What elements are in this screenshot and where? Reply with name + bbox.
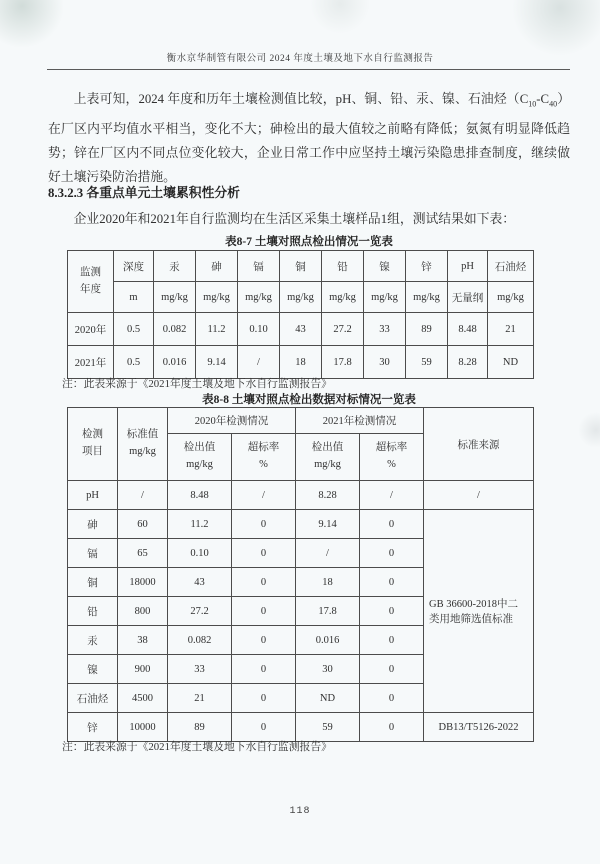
table-row <box>68 346 534 379</box>
source-cell-db: DB13/T5126-2022 <box>424 713 534 742</box>
source-cell: / <box>424 481 534 510</box>
data-cell: 89 <box>406 313 448 346</box>
table-row <box>68 313 534 346</box>
subscript: 10 <box>528 99 537 109</box>
col-header-cell: 镉 <box>238 251 280 282</box>
row-label-cell: 铜 <box>68 568 118 597</box>
subscript: 40 <box>549 99 558 109</box>
data-cell: 0 <box>360 539 424 568</box>
table-row <box>68 510 534 539</box>
data-cell: 21 <box>488 313 534 346</box>
data-cell: 38 <box>118 626 168 655</box>
data-cell: 0 <box>232 626 296 655</box>
data-cell: 0.016 <box>154 346 196 379</box>
data-cell: 8.28 <box>296 481 360 510</box>
data-cell: 0 <box>360 597 424 626</box>
data-cell: 4500 <box>118 684 168 713</box>
data-cell: 60 <box>118 510 168 539</box>
col-header-cell: pH <box>448 251 488 282</box>
data-cell: 0 <box>232 510 296 539</box>
row-label-cell: 2020年 <box>68 313 114 346</box>
data-cell: 11.2 <box>168 510 232 539</box>
data-cell: ND <box>296 684 360 713</box>
unit-cell: m <box>114 282 154 313</box>
group-header-2020: 2020年检测情况 <box>168 408 296 434</box>
data-cell: 9.14 <box>196 346 238 379</box>
unit-cell: 无量纲 <box>448 282 488 313</box>
paragraph-text: 企业2020年和2021年自行监测均在生活区采集土壤样品1组，测试结果如下表： <box>73 212 516 226</box>
data-cell: 17.8 <box>296 597 360 626</box>
row-label-cell: 镉 <box>68 539 118 568</box>
paragraph-text: -C <box>536 92 550 106</box>
col-header-cell: 镍 <box>364 251 406 282</box>
paragraph-text: 上表可知，2024 年度和历年土壤检测值比较，pH、铜、铅、汞、镍、石油烃（C <box>73 92 529 106</box>
data-cell: 0.5 <box>114 313 154 346</box>
data-cell: 27.2 <box>322 313 364 346</box>
section-heading: 8.3.2.3 各重点单元土壤累积性分析 <box>48 186 240 200</box>
data-cell: 21 <box>168 684 232 713</box>
data-cell: 43 <box>280 313 322 346</box>
data-cell: 18000 <box>118 568 168 597</box>
col-header-cell: 石油烃 <box>488 251 534 282</box>
data-cell: 0 <box>360 684 424 713</box>
standard-header-cell: 标准值 mg/kg <box>118 408 168 481</box>
data-cell: 0 <box>232 713 296 742</box>
row-label-cell: 石油烃 <box>68 684 118 713</box>
col-header-cell: 砷 <box>196 251 238 282</box>
row-label-cell: 2021年 <box>68 346 114 379</box>
unit-cell: mg/kg <box>364 282 406 313</box>
data-cell: 30 <box>296 655 360 684</box>
data-cell: 43 <box>168 568 232 597</box>
source-cell-gb: GB 36600-2018中二类用地筛选值标准 <box>424 510 534 713</box>
data-cell: 0 <box>360 510 424 539</box>
data-cell: 0 <box>232 568 296 597</box>
table-8-8 <box>67 407 534 742</box>
table-8-8-note: 注：此表来源于《2021年度土壤及地下水自行监测报告》 <box>62 741 332 753</box>
data-cell: 10000 <box>118 713 168 742</box>
data-cell: 0.082 <box>154 313 196 346</box>
data-cell: 17.8 <box>322 346 364 379</box>
data-cell: 0 <box>360 568 424 597</box>
col-header-cell: 深度 <box>114 251 154 282</box>
data-cell: 0.016 <box>296 626 360 655</box>
table-8-7 <box>67 250 534 379</box>
table-header-row <box>68 251 534 282</box>
data-cell: 0.5 <box>114 346 154 379</box>
unit-cell: mg/kg <box>280 282 322 313</box>
data-cell: 8.28 <box>448 346 488 379</box>
page-number: 118 <box>289 806 311 817</box>
data-cell: 33 <box>168 655 232 684</box>
data-cell: 18 <box>296 568 360 597</box>
data-cell: 0.10 <box>168 539 232 568</box>
report-header: 衡水京华制管有限公司 2024 年度土壤及地下水自行监测报告 <box>166 54 434 64</box>
data-cell: / <box>238 346 280 379</box>
data-cell: 0 <box>232 655 296 684</box>
data-cell: 27.2 <box>168 597 232 626</box>
table-row <box>68 481 534 510</box>
data-cell: 89 <box>168 713 232 742</box>
exceed-header-cell: 超标率 % <box>360 434 424 481</box>
row-label-cell: 镍 <box>68 655 118 684</box>
data-cell: 0 <box>360 713 424 742</box>
row-label-cell: 锌 <box>68 713 118 742</box>
table-unit-row <box>68 282 534 313</box>
unit-cell: mg/kg <box>406 282 448 313</box>
row-header-cell: 监测 年度 <box>68 251 114 313</box>
col-header-cell: 铜 <box>280 251 322 282</box>
detect-header-cell: 检出值 mg/kg <box>168 434 232 481</box>
data-cell: 30 <box>364 346 406 379</box>
paragraph-text: ）在厂区内平均值水平相当，变化不大；砷检出的最大值较之前略有降低；氨氮有明显降低趋势；锌在厂区内不同点位变化较大，企业日常工作中应坚持土壤污染隐患排查制度，继续做好土壤污染防治措施。 <box>48 92 571 184</box>
data-cell: 0.10 <box>238 313 280 346</box>
data-cell: 0 <box>360 655 424 684</box>
data-cell: 9.14 <box>296 510 360 539</box>
unit-cell: mg/kg <box>488 282 534 313</box>
unit-cell: mg/kg <box>322 282 364 313</box>
col-header-cell: 汞 <box>154 251 196 282</box>
table-row <box>68 713 534 742</box>
data-cell: / <box>296 539 360 568</box>
row-label-cell: 砷 <box>68 510 118 539</box>
data-cell: / <box>232 481 296 510</box>
table-8-8-title: 表8-8 土壤对照点检出数据对标情况一览表 <box>202 394 416 406</box>
data-cell: 8.48 <box>448 313 488 346</box>
data-cell: 0 <box>232 539 296 568</box>
table-header-row <box>68 408 534 434</box>
item-header-cell: 检测 项目 <box>68 408 118 481</box>
data-cell: 59 <box>406 346 448 379</box>
source-header-cell: 标准来源 <box>424 408 534 481</box>
table-8-7-note: 注：此表来源于《2021年度土壤及地下水自行监测报告》 <box>62 378 332 390</box>
col-header-cell: 锌 <box>406 251 448 282</box>
row-label-cell: 铅 <box>68 597 118 626</box>
col-header-cell: 铅 <box>322 251 364 282</box>
data-cell: 800 <box>118 597 168 626</box>
paragraph-overview <box>48 87 570 189</box>
data-cell: 18 <box>280 346 322 379</box>
data-cell: 11.2 <box>196 313 238 346</box>
unit-cell: mg/kg <box>154 282 196 313</box>
data-cell: 0 <box>232 684 296 713</box>
group-header-2021: 2021年检测情况 <box>296 408 424 434</box>
detect-header-cell: 检出值 mg/kg <box>296 434 360 481</box>
unit-cell: mg/kg <box>196 282 238 313</box>
header-rule <box>47 69 570 70</box>
row-label-cell: pH <box>68 481 118 510</box>
data-cell: 0 <box>360 626 424 655</box>
data-cell: 65 <box>118 539 168 568</box>
data-cell: 33 <box>364 313 406 346</box>
data-cell: 8.48 <box>168 481 232 510</box>
data-cell: 0 <box>232 597 296 626</box>
row-label-cell: 汞 <box>68 626 118 655</box>
paragraph-sampling <box>48 207 570 231</box>
data-cell: 0.082 <box>168 626 232 655</box>
data-cell: 900 <box>118 655 168 684</box>
table-8-7-title: 表8-7 土壤对照点检出情况一览表 <box>225 236 393 248</box>
data-cell: 59 <box>296 713 360 742</box>
data-cell: / <box>360 481 424 510</box>
exceed-header-cell: 超标率 % <box>232 434 296 481</box>
unit-cell: mg/kg <box>238 282 280 313</box>
data-cell: ND <box>488 346 534 379</box>
data-cell: / <box>118 481 168 510</box>
